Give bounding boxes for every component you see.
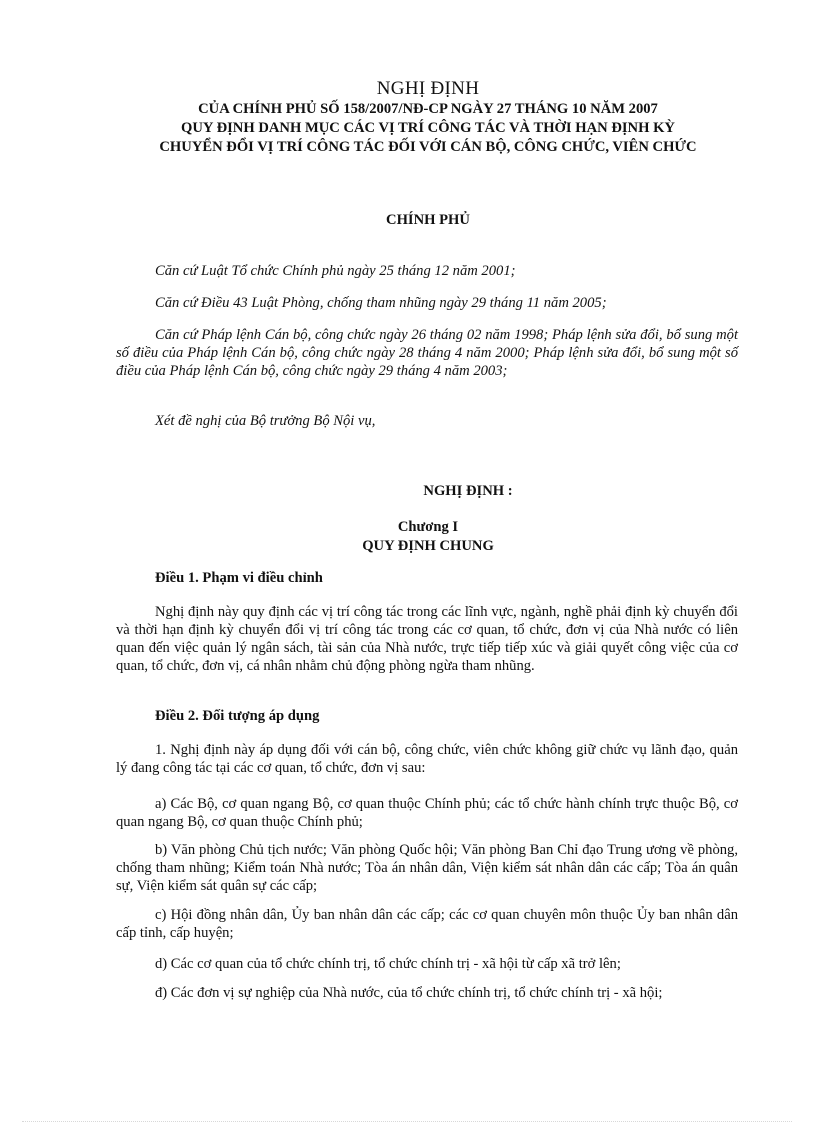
article-2-intro: 1. Nghị định này áp dụng đối với cán bộ, công chức, viên chức không giữ chức vụ lãnh đạo, quản lý đang công tác tại các cơ quan, tổ chức, đơn vị sau: <box>116 742 738 776</box>
document-subtitle <box>80 100 776 157</box>
preamble-line-3: Căn cứ Pháp lệnh Cán bộ, công chức ngày 26 tháng 02 năm 1998; Pháp lệnh sửa đổi, bổ sung một số điều của Pháp lệnh Cán bộ, công chức ngày 28 tháng 4 năm 2000; Pháp lệnh sửa đổi, bổ sung một số điều của Pháp lệnh Cán bộ, công chức ngày 29 tháng 4 năm 2003; <box>116 327 738 379</box>
subtitle-line-3: CHUYỂN ĐỔI VỊ TRÍ CÔNG TÁC ĐỐI VỚI CÁN BỘ, CÔNG CHỨC, VIÊN CHỨC <box>159 139 697 155</box>
article-1-title: Điều 1. Phạm vi điều chỉnh <box>155 570 323 586</box>
chapter-title: QUY ĐỊNH CHUNG <box>362 538 494 554</box>
issuer-heading: CHÍNH PHỦ <box>386 212 470 228</box>
preamble-line-2: Căn cứ Điều 43 Luật Phòng, chống tham nhũng ngày 29 tháng 11 năm 2005; <box>155 295 607 311</box>
article-2-item-dd: đ) Các đơn vị sự nghiệp của Nhà nước, của tổ chức chính trị, tổ chức chính trị - xã hội; <box>155 985 663 1001</box>
article-2-title: Điều 2. Đối tượng áp dụng <box>155 708 320 724</box>
chapter-number: Chương I <box>397 519 459 535</box>
article-2-item-d: d) Các cơ quan của tổ chức chính trị, tổ chức chính trị - xã hội từ cấp xã trở lên; <box>155 956 621 972</box>
document-title: NGHỊ ĐỊNH <box>376 78 480 99</box>
article-2-item-a: a) Các Bộ, cơ quan ngang Bộ, cơ quan thuộc Chính phủ; các tổ chức hành chính trực thuộc Bộ, cơ quan ngang Bộ, cơ quan thuộc Chính phủ; <box>116 796 738 830</box>
article-2-item-c: c) Hội đồng nhân dân, Ủy ban nhân dân các cấp; các cơ quan chuyên môn thuộc Ủy ban nhân dân cấp tỉnh, cấp huyện; <box>116 907 738 941</box>
subtitle-line-1: CỦA CHÍNH PHỦ SỐ 158/2007/NĐ-CP NGÀY 27 THÁNG 10 NĂM 2007 <box>198 101 658 117</box>
preamble-line-4: Xét đề nghị của Bộ trưởng Bộ Nội vụ, <box>155 413 376 429</box>
article-2-item-b: b) Văn phòng Chủ tịch nước; Văn phòng Quốc hội; Văn phòng Ban Chỉ đạo Trung ương về phòng, chống tham nhũng; Kiểm toán Nhà nước; Tòa án nhân dân, Viện kiểm sát nhân dân các cấp; Tòa án quân sự, Viện kiểm sát quân sự các cấp; <box>116 842 738 894</box>
preamble-line-1: Căn cứ Luật Tổ chức Chính phủ ngày 25 tháng 12 năm 2001; <box>155 263 516 279</box>
subtitle-line-2: QUY ĐỊNH DANH MỤC CÁC VỊ TRÍ CÔNG TÁC VÀ THỜI HẠN ĐỊNH KỲ <box>181 120 675 136</box>
decree-label: NGHỊ ĐỊNH : <box>423 483 513 499</box>
page-bottom-border <box>22 1121 792 1122</box>
article-1-text: Nghị định này quy định các vị trí công tác trong các lĩnh vực, ngành, nghề phải định kỳ chuyển đổi và thời hạn định kỳ chuyển đổi vị trí công tác trong các cơ quan, tổ chức, đơn vị của Nhà nước có liên quan đến việc quản lý ngân sách, tài sản của Nhà nước, trực tiếp tiếp xúc và giải quyết công việc của cơ quan, tổ chức, đơn vị, cá nhân nhằm chủ động phòng ngừa tham nhũng. <box>116 604 738 674</box>
